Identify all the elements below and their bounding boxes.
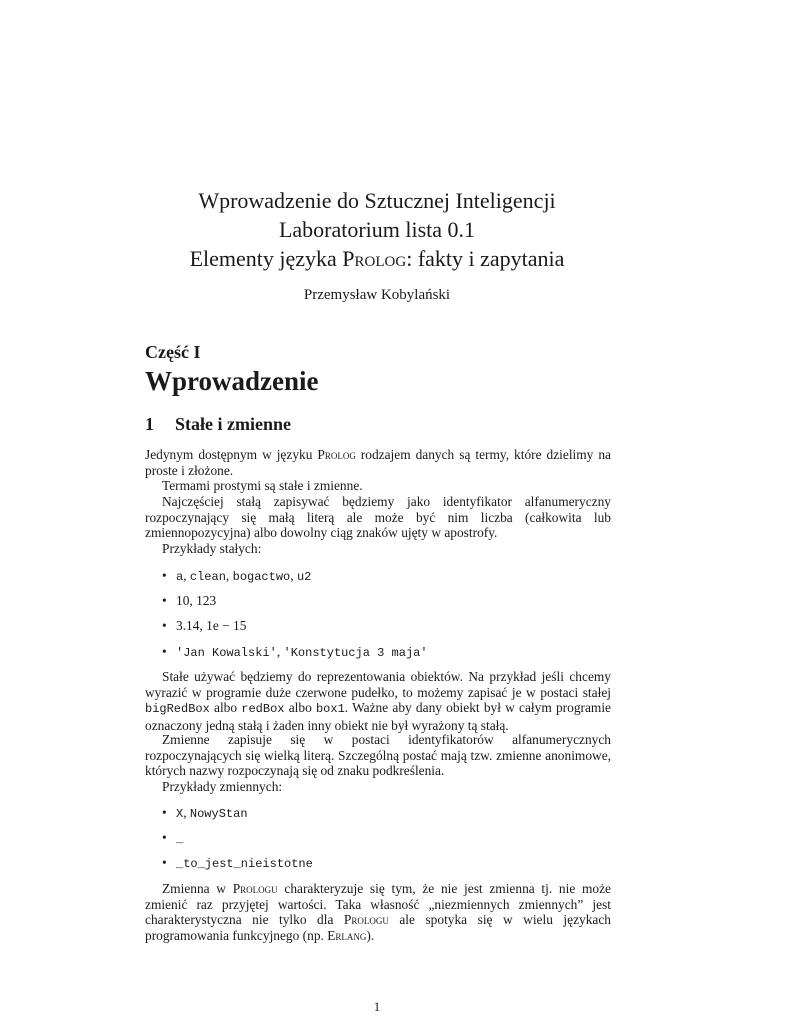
title-line-1: Wprowadzenie do Sztucznej Inteligencji	[198, 188, 556, 213]
list-item: • a, clean, bogactwo, u2	[162, 568, 312, 584]
paragraph-5: Stałe używać będziemy do reprezentowania obiektów. Na przykład jeśli chcemy wyrazić w programie duże czerwone pudełko, to możemy zapisać je w postaci stałej bigRedBox albo redBox albo box1. Ważne aby dany obiekt był w całym programie oznaczony jedną stałą i żaden inny obiekt nie był wyrażony tą stałą.	[145, 669, 611, 733]
list-item: • _to_jest_nieistotne	[162, 855, 313, 871]
title-line-3: Elementy języka Prolog: fakty i zapytania	[189, 246, 565, 271]
paragraph-1: Jedynym dostępnym w języku Prolog rodzajem danych są termy, które dzielimy na proste i złożone.	[145, 447, 611, 478]
section-number: 1	[145, 414, 154, 434]
list-item: • 'Jan Kowalski', 'Konstytucja 3 maja'	[162, 644, 428, 660]
paragraph-3: Najczęściej stałą zapisywać będziemy jako identyfikator alfanumeryczny rozpoczynający się małą literą ale może być nim liczba (całkowita lub zmiennopozycyjna) albo dowolny ciąg znaków ujęty w apostrofy.	[145, 494, 611, 541]
part-title: Wprowadzenie	[145, 366, 319, 396]
paragraph-4: Przykłady stałych:	[162, 541, 262, 556]
paragraph-2: Termami prostymi są stałe i zmienne.	[162, 478, 363, 493]
section-heading	[145, 414, 291, 435]
author: Przemysław Kobylański	[303, 287, 451, 303]
paragraph-6: Zmienne zapisuje się w postaci identyfikatorów alfanumerycznych rozpoczynających się wielką literą. Szczególną postać mają tzw. zmienne anonimowe, których nazwy rozpoczynają się od znaku podkreślenia.	[145, 732, 611, 779]
list-item: • X, NowyStan	[162, 805, 248, 821]
part-label: Część I	[145, 342, 201, 362]
document-title	[0, 186, 754, 273]
title-line-2: Laboratorium lista 0.1	[278, 217, 476, 242]
paragraph-8: Zmienna w Prologu charakteryzuje się tym, że nie jest zmienna tj. nie może zmienić raz przyjętej wartości. Taka własność „niezmiennych zmiennych” jest charakterystyczna nie tylko dla Prologu ale spotyka się w wielu językach programowania funkcyjnego (np. Erlang).	[145, 881, 611, 943]
list-item: • 10, 123	[162, 593, 217, 608]
section-title: Stałe i zmienne	[175, 414, 291, 434]
paragraph-7: Przykłady zmiennych:	[162, 779, 283, 794]
page-number: 1	[373, 999, 381, 1014]
list-item: • 3.14, 1e − 15	[162, 618, 247, 633]
list-item: • _	[162, 830, 184, 846]
